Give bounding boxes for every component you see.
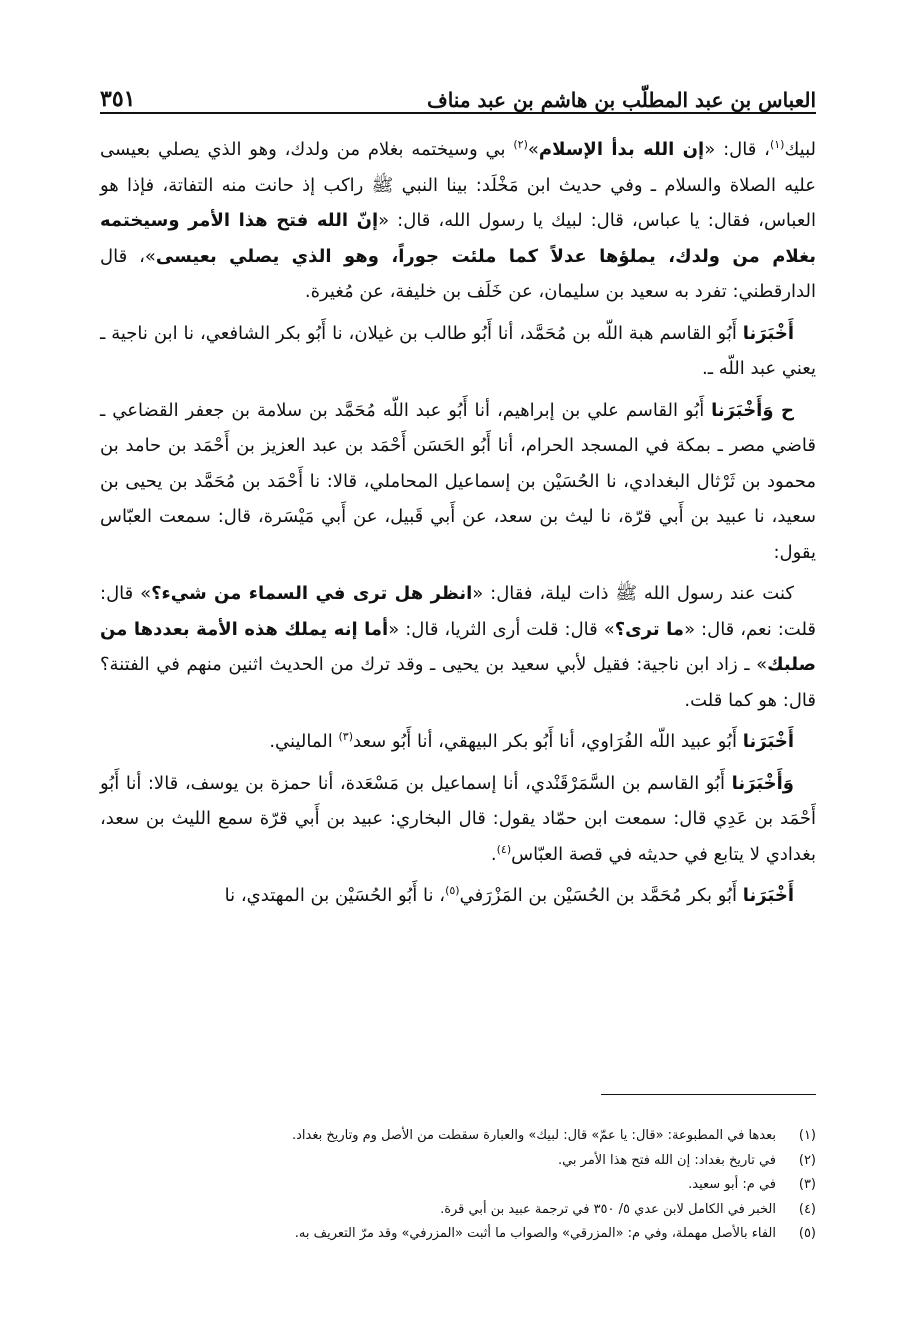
paragraph-6	[100, 766, 816, 873]
header-rule	[100, 112, 816, 114]
text-run: بي وسيختمه بغلام من ولدك، وهو الذي يصلي بعيسى عليه الصلاة والسلام ـ وفي حديث ابن مَخْلَد: بينا النبي ﷺ راكب إذ حانت منه التفاتة، فإذا هو العباس، فقال: يا عباس، قال: لبيك يا رسول الله، قال: «	[100, 139, 817, 231]
footnote-number: (٤)	[798, 1201, 816, 1217]
footnote-item	[100, 1198, 816, 1223]
footnote-text: الخبر في الكامل لابن عدي ٥/ ٣٥٠ في ترجمة عبيد بن أبي قرة.	[440, 1201, 776, 1217]
isnad-marker: وَأَخْبَرَنا	[731, 772, 794, 794]
quote-bold: انظر هل ترى في السماء من شيء؟	[151, 583, 473, 604]
footnote-text: بعدها في المطبوعة: «قال: يا عمّ» قال: لبيك» والعبارة سقطت من الأصل وم وتاريخ بغداد.	[291, 1128, 776, 1143]
footnote-number: (٣)	[798, 1177, 816, 1192]
footnote-text: في م: أبو سعيد.	[688, 1177, 776, 1192]
text-run: » قال: قلت أرى الثريا، قال: «	[388, 618, 615, 640]
isnad-marker: ح وَأَخْبَرَنا	[711, 399, 794, 421]
paragraph-7	[100, 878, 816, 914]
quote-bold: إنّ الله فتح هذا الأمر وسيختمه بغلام من ولدك، يملؤها عدلاً كما ملئت جوراً، وهو الذي يصلي بعيسى	[100, 210, 816, 267]
running-title: العباس بن عبد المطلّب بن هاشم بن عبد مناف	[426, 88, 816, 112]
paragraph-5	[100, 724, 816, 760]
paragraph-1	[100, 132, 816, 310]
quote-bold: إن الله بدأ الإسلام	[538, 139, 705, 160]
text-run: أَبُو القاسم علي بن إبراهيم، أنا أَبُو عبد اللّه مُحَمَّد بن سلامة بن جعفر القضاعي ـ قاضي مصر ـ بمكة في المسجد الحرام، أنا أَبُو الحَسَن أَحْمَد بن عبد العزيز بن أَحْمَد بن حامد بن محمود بن ثَرْثال البغدادي، نا الحُسَيْن بن إسماعيل المحاملي، قالا: نا أَحْمَد بن مُحَمَّد بن يحيى بن سعيد، نا عبيد بن أَبي قرّة، نا ليث بن سعد، عن أَبي قَبيل، عن أَبي مَيْسَرة، قال: سمعت العبّاس يقول:	[100, 399, 816, 563]
footnote-number: (٢)	[798, 1152, 816, 1168]
quote-bold: أما إنه يملك هذه الأمة بعددها من صلبك	[100, 618, 816, 675]
footnote-ref-5[interactable]: (٥)	[445, 884, 460, 897]
text-run: أَبُو القاسم هبة اللّه بن مُحَمَّد، أنا أَبُو طالب بن غيلان، نا أَبُو بكر الشافعي، نا ابن ناجية ـ يعني عبد اللّه ـ.	[100, 322, 816, 379]
quote-bold: ما ترى؟	[614, 618, 685, 640]
text-run: » قال: قلت: نعم، قال: «	[100, 583, 817, 640]
footnote-item	[100, 1173, 816, 1198]
paragraph-4	[100, 576, 816, 718]
paragraph-3	[100, 393, 816, 571]
text-run: الماليني.	[269, 731, 339, 752]
text-run: »	[527, 139, 539, 160]
text-run: أَبُو بكر مُحَمَّد بن الحُسَيْن بن المَزْرَفي	[459, 885, 743, 906]
main-text	[100, 132, 816, 920]
footnote-text: في تاريخ بغداد: إن الله فتح هذا الأمر بي.	[557, 1152, 776, 1168]
footnote-ref-2[interactable]: (٢)	[513, 138, 528, 151]
text-run: أَبُو عبيد اللّه الفُرَاوي، أنا أَبُو بكر البيهقي، أنا أَبُو سعد	[353, 731, 743, 752]
text-run: كنت عند رسول الله ﷺ ذات ليلة، فقال: «	[472, 583, 794, 604]
page-number: ٣٥١	[100, 86, 136, 112]
text-run: لبيك	[784, 139, 816, 160]
text-run: »، قال الدارقطني: تفرد به سعيد بن سليمان، عن خَلَف بن خليفة، عن مُغيرة.	[100, 245, 816, 302]
footnote-item	[100, 1149, 816, 1174]
footnote-number: (١)	[798, 1128, 816, 1143]
text-run: » ـ زاد ابن ناجية: فقيل لأبي سعيد بن يحيى ـ وقد ترك من الحديث اثنين منهم في الفتنة؟ قال: هو كما قلت.	[100, 654, 816, 711]
paragraph-2	[100, 316, 816, 387]
footnote-ref-4[interactable]: (٤)	[496, 842, 512, 856]
footnote-rule	[601, 1094, 816, 1095]
text-run: ، قال: «	[704, 139, 770, 160]
footnote-item	[100, 1222, 816, 1247]
running-header	[100, 68, 816, 112]
text-run: ، نا أَبُو الحُسَيْن بن المهتدي، نا	[224, 885, 446, 906]
footnote-item	[100, 1124, 816, 1149]
isnad-marker: أَخْبَرَنا	[742, 885, 794, 906]
footnote-ref-1[interactable]: (١)	[769, 138, 785, 151]
footnote-text: الفاء بالأصل مهملة، وفي م: «المزرقي» والصواب ما أثبت «المزرفي» وقد مرّ التعريف به.	[294, 1226, 776, 1241]
isnad-marker: أَخْبَرَنا	[742, 731, 794, 752]
footnotes	[100, 1124, 816, 1247]
text-run: .	[490, 843, 497, 865]
text-run: أَبُو القاسم بن السَّمَرْقَنْدي، أنا إسماعيل بن مَسْعَدة، أنا حمزة بن يوسف، قالا: أنا أَبُو أَحْمَد بن عَدِي قال: سمعت ابن حمّاد يقول: قال البخاري: عبيد بن أَبي قرّة سمع الليث بن سعد، بغدادي لا يتابع في حديثه في قصة العبّاس	[100, 772, 816, 865]
isnad-marker: أَخْبَرَنا	[742, 322, 794, 344]
footnote-number: (٥)	[798, 1226, 816, 1241]
footnote-ref-3[interactable]: (٣)	[338, 730, 353, 743]
